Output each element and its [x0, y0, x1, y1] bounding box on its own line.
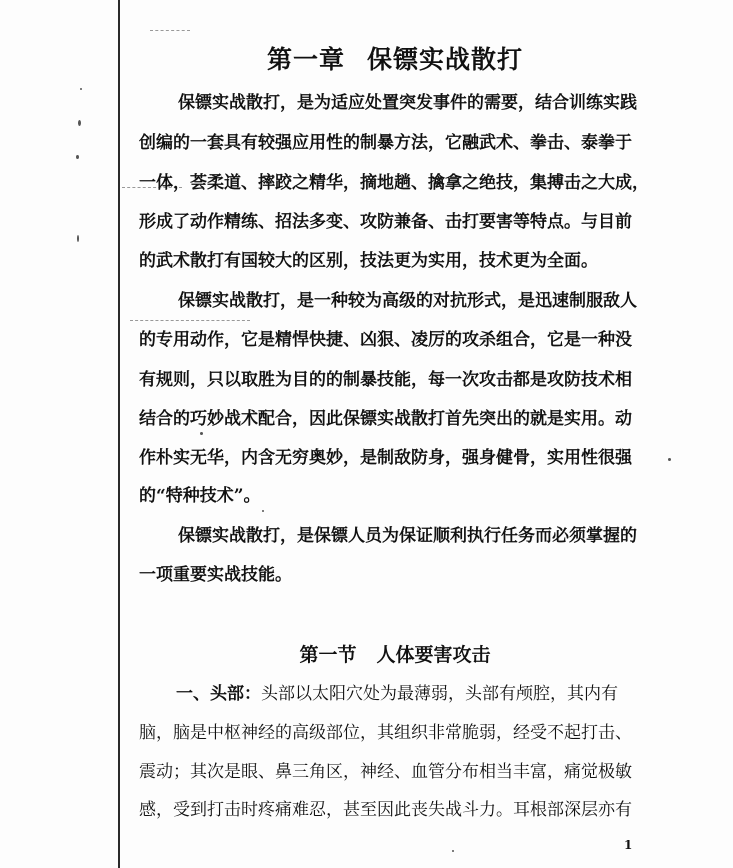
scan-speck [76, 155, 79, 159]
scan-speck [668, 458, 671, 461]
paragraph-2-line-4: 结合的巧妙战术配合，因此保镖实战散打首先突出的就是实用。动 [139, 409, 632, 429]
paragraph-2-line-6: 的“特种技术”。 [139, 486, 261, 506]
scan-speck [452, 850, 454, 852]
page-number: 1 [624, 838, 633, 852]
paragraph-2-line-2: 的专用动作，它是精悍快捷、凶狠、凌厉的攻杀组合，它是一种没 [139, 330, 632, 350]
paragraph-2-line-5: 作朴实无华，内含无穷奥妙，是制敌防身，强身健骨，实用性很强 [139, 448, 632, 468]
scan-speck [200, 432, 203, 435]
section-name: 人体要害攻击 [376, 644, 491, 666]
section-body-line-4: 感，受到打击时疼痛难忍，甚至因此丧失战斗力。耳根部深层亦有 [139, 800, 632, 820]
paragraph-2-line-1: 保镖实战散打，是一种较为高级的对抗形式，是迅速制服敌人 [178, 291, 637, 311]
paragraph-2-line-3: 有规则，只以取胜为目的的制暴技能，每一次攻击都是攻防技术相 [139, 370, 632, 390]
section-number: 第一节 [299, 644, 357, 666]
scan-speck [77, 235, 79, 242]
chapter-title [150, 40, 640, 76]
chapter-number: 第一章 [266, 45, 345, 74]
section-title [150, 640, 640, 667]
section-body-line-2: 脑，脑是中枢神经的高级部位，其组织非常脆弱，经受不起打击、 [139, 723, 632, 743]
paragraph-3-line-1: 保镖实战散打，是保镖人员为保证顺利执行任务而必须掌握的 [178, 526, 637, 546]
paragraph-1-line-1: 保镖实战散打，是为适应处置突发事件的需要，结合训练实践 [178, 93, 637, 113]
paragraph-1-line-4: 形成了动作精练、招法多变、攻防兼备、击打要害等特点。与目前 [139, 212, 632, 232]
scan-dash [130, 320, 250, 322]
section-body-line-1-text: 头部以太阳穴处为最薄弱，头部有颅腔，其内有 [261, 684, 618, 704]
paragraph-1-line-2: 创编的一套具有较强应用性的制暴方法，它融武术、拳击、泰拳于 [139, 133, 632, 153]
subsection-heading: 一、头部： [176, 684, 261, 704]
section-body-line-3: 震动；其次是眼、鼻三角区，神经、血管分布相当丰富，痛觉极敏 [139, 762, 632, 782]
scan-speck [262, 510, 264, 512]
scan-speck [80, 88, 82, 90]
binding-line [118, 0, 120, 868]
scan-dash [150, 30, 190, 32]
paragraph-3-line-2: 一项重要实战技能。 [139, 565, 292, 585]
scan-speck [78, 120, 81, 126]
chapter-name: 保镖实战散打 [367, 45, 524, 74]
paragraph-1-line-5: 的武术散打有国较大的区别，技法更为实用，技术更为全面。 [139, 251, 598, 271]
paragraph-1-line-3: 一体，荟柔道、摔跤之精华，摘地趟、擒拿之绝技，集搏击之大成， [139, 173, 649, 193]
section-body-line-1 [176, 683, 618, 705]
